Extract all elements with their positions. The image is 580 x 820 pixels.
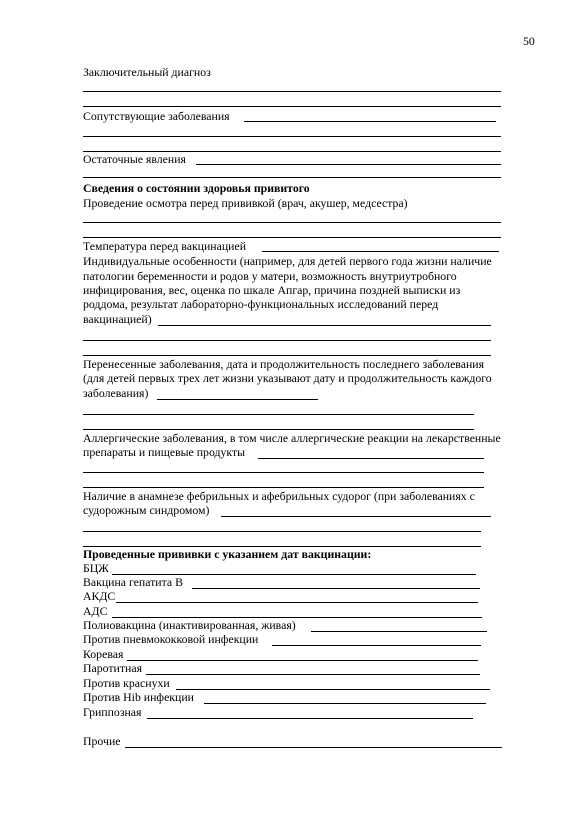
measles-label: Коревая — [83, 647, 124, 661]
rubella-field[interactable] — [176, 689, 490, 690]
past-diseases-line-extra-1[interactable] — [83, 414, 474, 415]
concomitant-diseases-label: Сопутствующие заболевания — [83, 109, 230, 123]
temperature-label: Температура перед вакцинацией — [83, 239, 247, 253]
pneumococcal-field[interactable] — [272, 645, 481, 646]
influenza-label: Гриппозная — [83, 705, 142, 719]
mumps-label: Паротитная — [83, 661, 142, 675]
hib-field[interactable] — [204, 703, 486, 704]
seizures-line-2: судорожным синдромом) — [83, 503, 210, 517]
seizures-field[interactable] — [221, 516, 491, 517]
residual-effects-field[interactable] — [196, 164, 501, 165]
influenza-field[interactable] — [147, 718, 473, 719]
individual-features-line-extra-2[interactable] — [83, 355, 491, 356]
past-diseases-line-2: (для детей первых трех лет жизни указывают дату и продолжительность каждого — [83, 371, 492, 385]
individual-features-line-3: инфицирования, вес, оценка по шкале Апгар, причина поздней выписки из — [83, 283, 461, 297]
individual-features-line-1: Индивидуальные особенности (например, для детей первого года жизни наличие — [83, 254, 492, 268]
bcg-label: БЦЖ — [83, 561, 109, 575]
allergies-line-extra-1[interactable] — [83, 472, 484, 473]
akds-field[interactable] — [116, 602, 478, 603]
individual-features-field[interactable] — [158, 325, 491, 326]
other-label: Прочие — [83, 734, 121, 748]
concomitant-diseases-field[interactable] — [244, 121, 496, 122]
measles-field[interactable] — [127, 660, 478, 661]
hib-label: Против Hib инфекции — [83, 690, 194, 704]
past-diseases-line-3: заболевания) — [83, 386, 149, 400]
pre-exam-line-1[interactable] — [83, 222, 501, 223]
pre-exam-label: Проведение осмотра перед прививкой (врач, акушер, медсестра) — [83, 196, 408, 210]
allergies-field[interactable] — [258, 458, 484, 459]
residual-effects-line-2[interactable] — [83, 177, 501, 178]
hepatitis-b-field[interactable] — [192, 588, 480, 589]
final-diagnosis-line-1[interactable] — [83, 91, 501, 92]
allergies-line-extra-2[interactable] — [83, 487, 484, 488]
past-diseases-line-1: Перенесенные заболевания, дата и продолжительность последнего заболевания — [83, 357, 485, 371]
polio-label: Полиовакцина (инактивированная, живая) — [83, 618, 296, 632]
individual-features-line-2: патологии беременности и родов у матери, возможность внутриутробного — [83, 269, 457, 283]
akds-label: АКДС — [83, 589, 116, 603]
temperature-field[interactable] — [262, 251, 499, 252]
page-number: 50 — [523, 34, 535, 48]
pre-exam-line-2[interactable] — [83, 237, 501, 238]
final-diagnosis-line-2[interactable] — [83, 106, 501, 107]
ads-label: АДС — [83, 604, 108, 618]
polio-field[interactable] — [311, 631, 487, 632]
rubella-label: Против краснухи — [83, 676, 170, 690]
final-diagnosis-label: Заключительный диагноз — [83, 65, 211, 79]
pneumococcal-label: Против пневмококковой инфекции — [83, 632, 259, 646]
residual-effects-label: Остаточные явления — [83, 152, 186, 166]
seizures-line-1: Наличие в анамнезе фебрильных и афебрильных судорог (при заболеваниях с — [83, 489, 475, 503]
past-diseases-field[interactable] — [157, 399, 318, 400]
allergies-line-1: Аллергические заболевания, в том числе аллергические реакции на лекарственные — [83, 431, 501, 445]
seizures-line-extra-1[interactable] — [83, 531, 481, 532]
health-section-title: Сведения о состоянии здоровья привитого — [83, 181, 310, 195]
vaccinations-title: Проведенные прививки с указанием дат вакцинации: — [83, 547, 372, 561]
mumps-field[interactable] — [146, 674, 480, 675]
individual-features-line-4: роддома, результат лабораторно-функциональных исследований перед — [83, 297, 439, 311]
past-diseases-line-extra-2[interactable] — [83, 429, 474, 430]
hepatitis-b-label: Вакцина гепатита В — [83, 575, 183, 589]
concomitant-diseases-line-2[interactable] — [83, 136, 501, 137]
other-field[interactable] — [125, 747, 502, 748]
individual-features-line-5: вакцинацией) — [83, 312, 152, 326]
individual-features-line-extra-1[interactable] — [83, 340, 491, 341]
allergies-line-2: препараты и пищевые продукты — [83, 445, 246, 459]
